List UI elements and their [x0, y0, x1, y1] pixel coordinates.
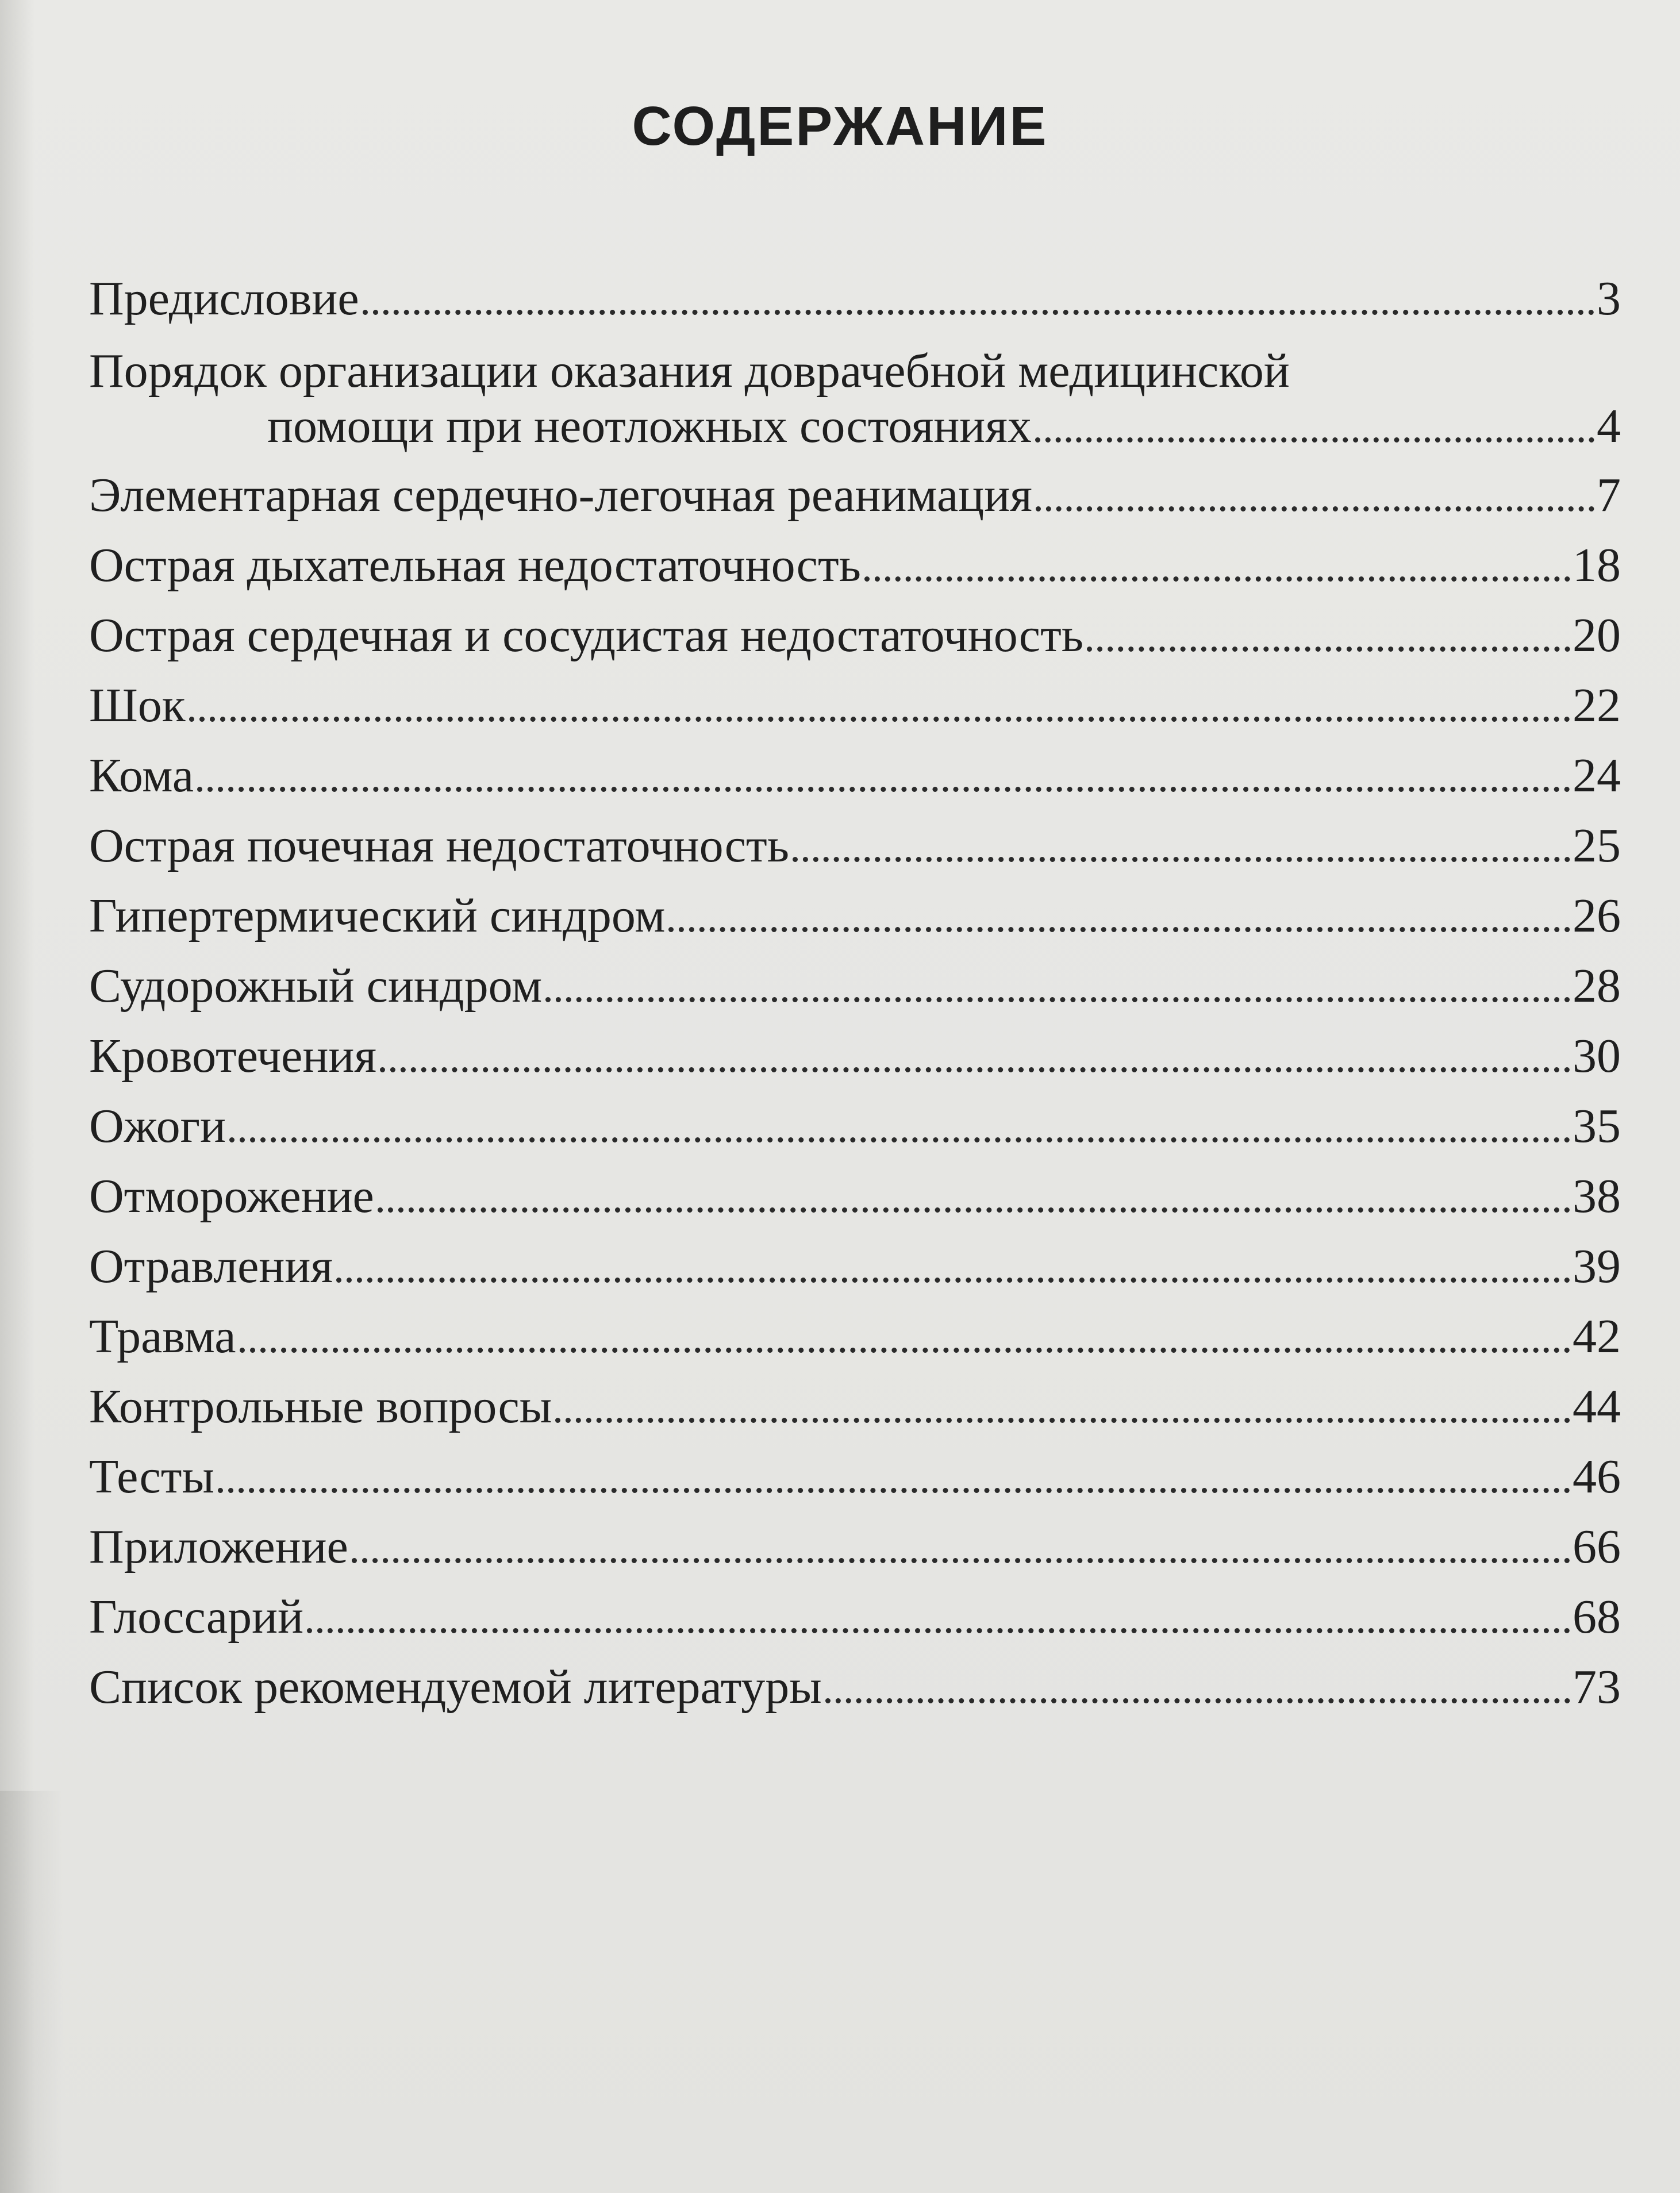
toc-row-convulsive [89, 957, 1621, 1015]
toc-row-poisoning [89, 1238, 1621, 1295]
toc-entry-title: Гипертермический синдром [89, 889, 666, 942]
toc-page-number: 26 [1573, 889, 1621, 942]
toc-entry-title: Отморожение [89, 1169, 374, 1223]
toc-entry-title: Судорожный синдром [89, 959, 543, 1013]
toc-entry-title: Травма [89, 1310, 236, 1363]
toc-page-number: 18 [1573, 538, 1621, 592]
toc-entry-title: Острая почечная недостаточность [89, 819, 790, 872]
dot-leader [1035, 437, 1594, 443]
toc-page-number: 39 [1573, 1240, 1621, 1293]
toc-row-procedure [267, 398, 1621, 455]
toc-entry-title-line2: помощи при неотложных состояниях [267, 399, 1032, 453]
toc-page-number: 46 [1573, 1450, 1621, 1503]
toc-row-hyperthermic [89, 887, 1621, 945]
dot-leader [229, 1137, 1570, 1142]
toc-row-trauma [89, 1308, 1621, 1365]
toc-entry-title: Острая сердечная и сосудистая недостаточность [89, 609, 1084, 662]
toc-row-cpr [89, 467, 1621, 524]
toc-row-appendix [89, 1518, 1621, 1576]
toc-row-tests [89, 1448, 1621, 1506]
dot-leader [864, 576, 1570, 582]
toc-page-number: 4 [1597, 399, 1621, 453]
dot-leader [197, 787, 1570, 792]
toc-row-bleeding [89, 1028, 1621, 1085]
toc-row-glossary [89, 1588, 1621, 1646]
toc-row-cardiac [89, 607, 1621, 664]
toc-row-respiratory [89, 537, 1621, 594]
toc-entry-title: Кома [89, 749, 194, 802]
dot-leader [793, 857, 1570, 862]
toc-entry-title: Тесты [89, 1450, 214, 1503]
dot-leader [307, 1628, 1570, 1633]
toc-row-burns [89, 1098, 1621, 1155]
toc-row-coma [89, 747, 1621, 805]
toc-entry-title: Элементарная сердечно-легочная реанимация [89, 468, 1032, 522]
dot-leader [240, 1348, 1571, 1353]
toc-row-frostbite [89, 1168, 1621, 1225]
toc-row-references [89, 1659, 1621, 1716]
dot-leader [363, 310, 1594, 315]
toc-row-control-questions [89, 1378, 1621, 1436]
toc-entry-title: Список рекомендуемой литературы [89, 1660, 822, 1714]
toc-page-number: 38 [1573, 1169, 1621, 1223]
toc-page-number: 35 [1573, 1099, 1621, 1153]
toc-entry-title: Контрольные вопросы [89, 1380, 552, 1433]
dot-leader [336, 1278, 1570, 1283]
dot-leader [668, 927, 1570, 932]
toc-row-preface [89, 270, 1621, 328]
toc-page-number: 20 [1573, 609, 1621, 662]
dot-leader [380, 1067, 1570, 1072]
dot-leader [545, 997, 1570, 1002]
dot-leader [1036, 506, 1594, 511]
dot-leader [218, 1488, 1570, 1493]
dot-leader [189, 717, 1570, 722]
toc-page-number: 73 [1573, 1660, 1621, 1714]
toc-entry-title-line1: Порядок организации оказания доврачебной медицинской [89, 344, 1290, 398]
toc-entry-title: Приложение [89, 1520, 348, 1573]
toc-page-number: 22 [1573, 679, 1621, 732]
toc-page-number: 28 [1573, 959, 1621, 1013]
toc-entry-title: Предисловие [89, 272, 359, 325]
toc-row-renal [89, 817, 1621, 875]
toc-page-number: 25 [1573, 819, 1621, 872]
dot-leader [555, 1418, 1570, 1423]
toc-page-number: 66 [1573, 1520, 1621, 1573]
toc-entry-title: Отравления [89, 1240, 333, 1293]
page-title: СОДЕРЖАНИЕ [632, 95, 1048, 157]
toc-entry-title: Ожоги [89, 1099, 226, 1153]
toc-page-number: 3 [1597, 272, 1621, 325]
toc-page-number: 7 [1597, 468, 1621, 522]
dot-leader [378, 1207, 1570, 1213]
toc-entry-title: Глоссарий [89, 1590, 304, 1644]
toc-page-number: 30 [1573, 1029, 1621, 1083]
toc-page-number: 42 [1573, 1310, 1621, 1363]
toc-row-shock [89, 677, 1621, 734]
dot-leader [825, 1698, 1570, 1703]
toc-page-number: 24 [1573, 749, 1621, 802]
dot-leader [352, 1558, 1570, 1563]
toc-entry-title: Острая дыхательная недостаточность [89, 538, 861, 592]
toc-entry-title: Шок [89, 679, 186, 732]
dot-leader [1087, 647, 1570, 652]
toc-page-number: 44 [1573, 1380, 1621, 1433]
toc-entry-title: Кровотечения [89, 1029, 376, 1083]
toc-page-number: 68 [1573, 1590, 1621, 1644]
